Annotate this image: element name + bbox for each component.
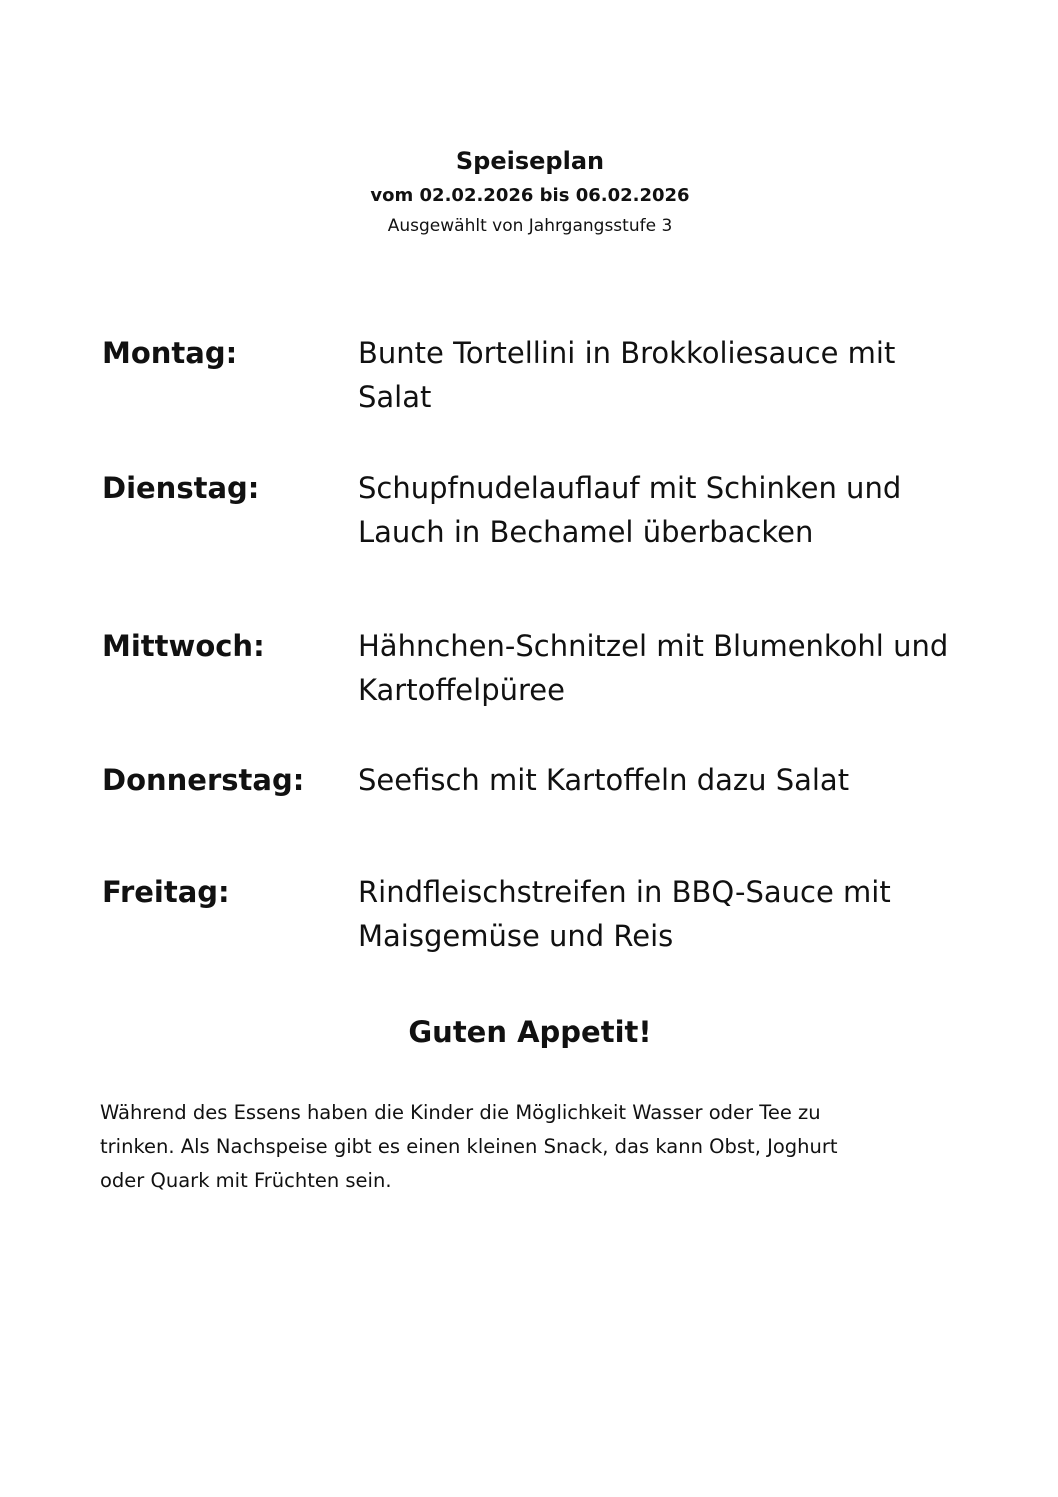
meal-description	[358, 331, 998, 419]
meal-line: Rindfleischstreifen in BBQ-Sauce mit	[358, 875, 891, 909]
meal-description	[358, 466, 998, 554]
meal-description	[358, 758, 998, 802]
closing-greeting: Guten Appetit!	[408, 1015, 652, 1049]
note-line: Während des Essens haben die Kinder die Möglichkeit Wasser oder Tee zu	[100, 1101, 821, 1124]
day-label: Mittwoch:	[102, 629, 265, 663]
note-line: oder Quark mit Früchten sein.	[100, 1169, 392, 1192]
meal-line: Hähnchen-Schnitzel mit Blumenkohl und	[358, 629, 949, 663]
meal-description	[358, 624, 998, 712]
meal-line: Kartoffelpüree	[358, 673, 565, 707]
day-label: Montag:	[102, 336, 238, 370]
meal-line: Salat	[358, 380, 432, 414]
meal-line: Bunte Tortellini in Brokkoliesauce mit	[358, 336, 896, 370]
selected-by: Ausgewählt von Jahrgangsstufe 3	[387, 216, 673, 236]
page-title: Speiseplan	[455, 147, 605, 175]
meal-line: Seefisch mit Kartoffeln dazu Salat	[358, 763, 850, 797]
meal-description	[358, 870, 998, 958]
date-range: vom 02.02.2026 bis 06.02.2026	[370, 185, 690, 206]
meal-line: Maisgemüse und Reis	[358, 919, 674, 953]
meal-line: Schupfnudelauflauf mit Schinken und	[358, 471, 902, 505]
info-note	[100, 1096, 980, 1198]
meal-line: Lauch in Bechamel überbacken	[358, 515, 814, 549]
day-label: Freitag:	[102, 875, 230, 909]
day-label: Dienstag:	[102, 471, 260, 505]
day-label: Donnerstag:	[102, 763, 305, 797]
note-line: trinken. Als Nachspeise gibt es einen kleinen Snack, das kann Obst, Joghurt	[100, 1135, 838, 1158]
